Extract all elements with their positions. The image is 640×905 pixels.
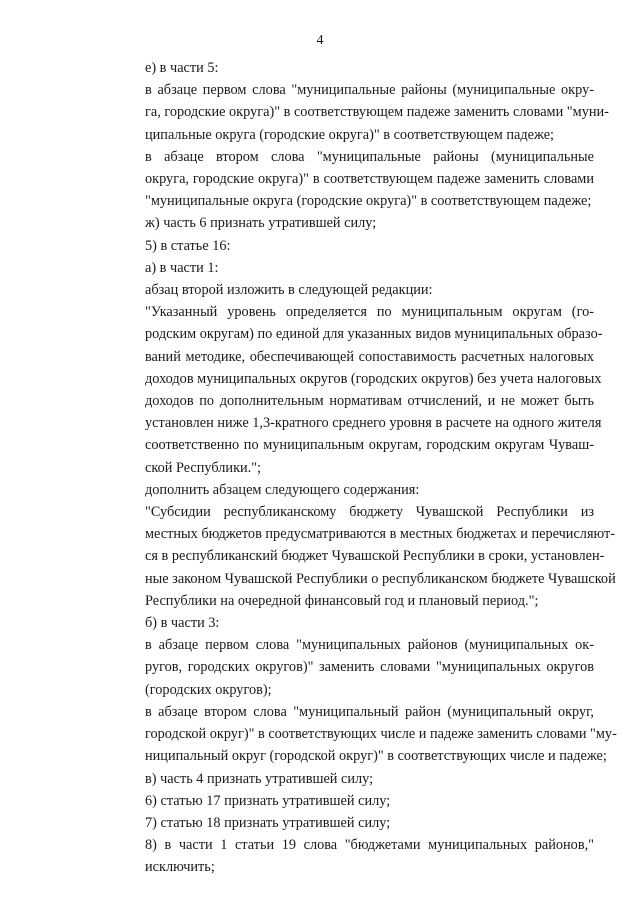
text-line: в) часть 4 признать утратившей силу; (145, 770, 374, 787)
paragraph (104, 701, 617, 768)
text-line: доходов муниципальных округов (городских округов) без учета налоговых (145, 370, 602, 387)
text-line: в абзаце втором слова "муниципальный район (муниципальный округ, (145, 703, 594, 720)
paragraph (104, 279, 594, 301)
paragraph (104, 146, 594, 213)
text-line: соответственно по муниципальным округам, городским округам Чуваш- (145, 437, 594, 454)
text-line: 8) в части 1 статьи 19 слова "бюджетами муниципальных районов," (145, 837, 594, 854)
text-line: 7) статью 18 признать утратившей силу; (145, 814, 391, 831)
text-line: е) в части 5: (145, 60, 219, 76)
text-line: "Указанный уровень определяется по муниципальным округам (го- (145, 304, 594, 321)
page-number: 4 (316, 33, 324, 48)
text-line: доходов по дополнительным нормативам отчислений, и не может быть (145, 393, 594, 410)
paragraph (104, 257, 594, 279)
text-line: в абзаце первом слова "муниципальных районов (муниципальных ок- (145, 637, 594, 654)
text-line: ципальные округа (городские округа)" в соответствующем падеже; (145, 126, 555, 143)
text-line: родским округам) по единой для указанных видов муниципальных образо- (145, 326, 603, 343)
text-line: ся в республиканский бюджет Чувашской Республики в сроки, установлен- (145, 548, 605, 565)
text-line: 6) статью 17 признать утратившей силу; (145, 792, 391, 809)
text-line: ные законом Чувашской Республики о республиканском бюджете Чувашской (145, 570, 616, 587)
text-line: ругов, городских округов)" заменить словами "муниципальных округов (145, 659, 594, 676)
paragraph (104, 812, 594, 834)
text-line: 5) в статье 16: (145, 237, 231, 254)
text-line: (городских округов); (145, 681, 272, 698)
text-line: "муниципальные округа (городские округа)" в соответствующем падеже; (145, 193, 592, 210)
text-line: б) в части 3: (145, 615, 220, 632)
paragraph (104, 790, 594, 812)
text-line: исключить; (145, 859, 215, 876)
text-line: дополнить абзацем следующего содержания: (145, 481, 420, 498)
text-line: ваний методике, обеспечивающей сопоставимость расчетных налоговых (145, 348, 594, 365)
text-line: округа, городские округа)" в соответствующем падеже заменить словами (145, 171, 594, 188)
text-line: "Субсидии республиканскому бюджету Чувашской Республики из (145, 504, 594, 521)
text-line: ниципальный округ (городской округ)" в соответствующих числе и падеже; (145, 748, 607, 765)
paragraph (104, 634, 594, 701)
paragraph (104, 79, 609, 146)
paragraph (104, 235, 594, 257)
text-line: ж) часть 6 признать утратившей силу; (145, 215, 377, 232)
document-body (104, 57, 617, 879)
paragraph (104, 501, 616, 612)
text-line: городской округ)" в соответствующих числе и падеже заменить словами "му- (145, 726, 617, 743)
text-line: установлен ниже 1,3-кратного среднего уровня в расчете на одного жителя (145, 415, 602, 432)
text-line: га, городские округа)" в соответствующем падеже заменить словами "муни- (145, 104, 609, 121)
paragraph (104, 479, 594, 501)
text-line: в абзаце втором слова "муниципальные районы (муниципальные (145, 148, 594, 165)
paragraph (104, 301, 603, 479)
paragraph (104, 768, 594, 790)
text-line: местных бюджетов предусматриваются в местных бюджетах и перечисляют- (145, 526, 616, 543)
text-line: ской Республики."; (145, 459, 262, 476)
text-line: абзац второй изложить в следующей редакции: (145, 282, 433, 299)
text-line: Республики на очередной финансовый год и плановый период."; (145, 592, 539, 609)
text-line: а) в части 1: (145, 259, 219, 276)
paragraph (104, 612, 594, 634)
text-line: в абзаце первом слова "муниципальные районы (муниципальные окру- (145, 82, 594, 99)
paragraph (104, 212, 594, 234)
paragraph (104, 834, 594, 878)
paragraph (104, 57, 594, 79)
